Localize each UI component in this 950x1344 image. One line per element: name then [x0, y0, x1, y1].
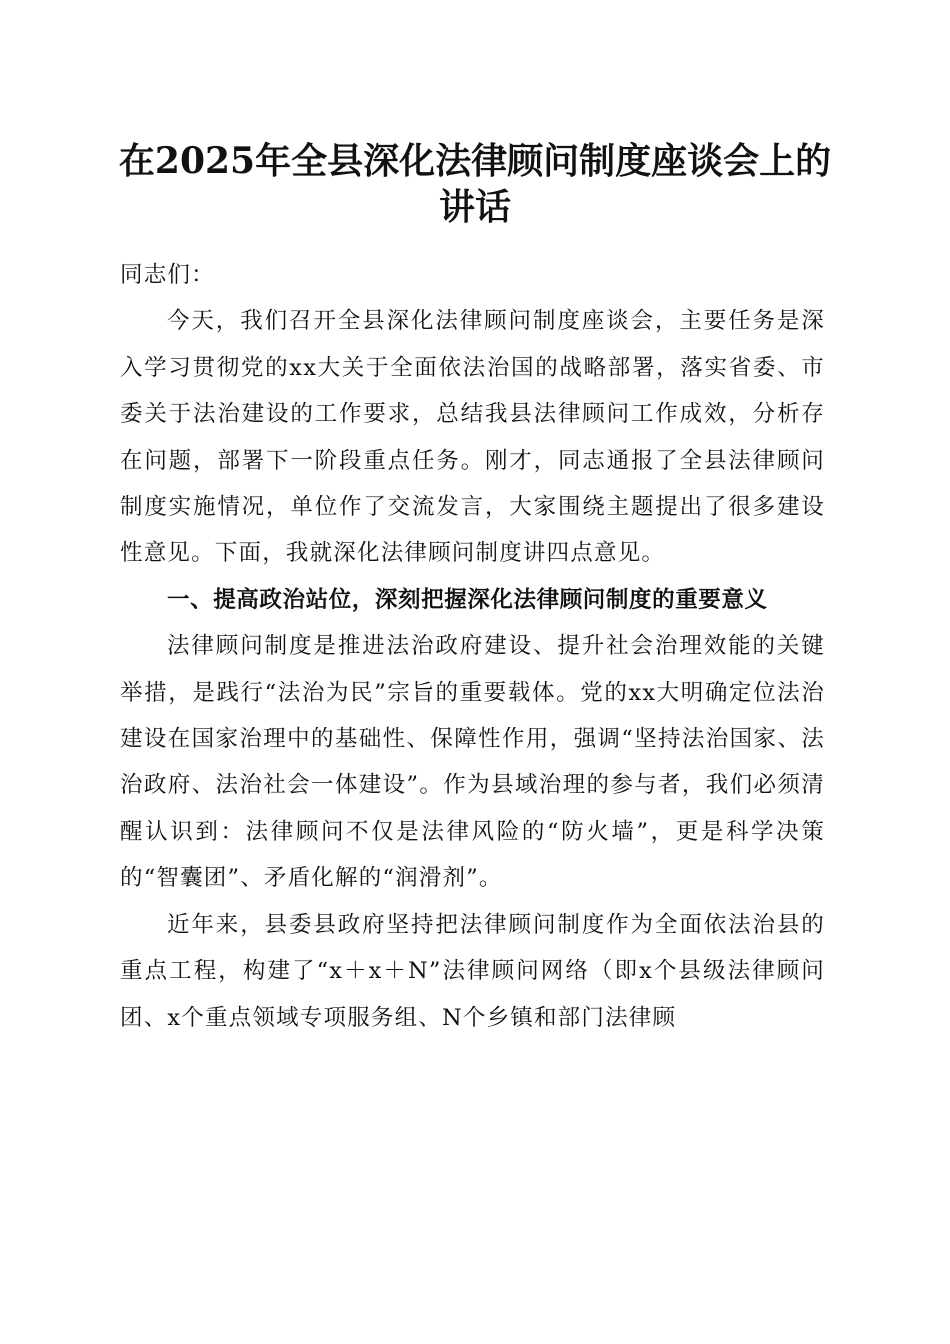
salutation: 同志们：: [120, 262, 215, 288]
document-body: [120, 252, 825, 1041]
section-heading-1: 一、提高政治站位，深刻把握深化法律顾问制度的重要意义: [167, 586, 768, 613]
intro-paragraph: 今天，我们召开全县深化法律顾问制度座谈会，主要任务是深入学习贯彻党的xx大关于全面依法治国的战略部署，落实省委、市委关于法治建设的工作要求，总结我县法律顾问工作成效，分析存在问题，部署下一阶段重点任务。刚才，同志通报了全县法律顾问制度实施情况，单位作了交流发言，大家围绕主题提出了很多建设性意见。下面，我就深化法律顾问制度讲四点意见。: [120, 308, 825, 567]
section1-paragraph-2: 近年来，县委县政府坚持把法律顾问制度作为全面依法治县的重点工程，构建了“x＋x＋N”法律顾问网络（即x个县级法律顾问团、x个重点领域专项服务组、N个乡镇和部门法律顾: [120, 911, 825, 1031]
section1-paragraph-1: 法律顾问制度是推进法治政府建设、提升社会治理效能的关键举措，是践行“法治为民”宗旨的重要载体。党的xx大明确定位法治建设在国家治理中的基础性、保障性作用，强调“坚持法治国家、法治政府、法治社会一体建设”。作为县域治理的参与者，我们必须清醒认识到：法律顾问不仅是法律风险的“防火墙”，更是科学决策的“智囊团”、矛盾化解的“润滑剂”。: [120, 633, 825, 892]
document-title: 在2025年全县深化法律顾问制度座谈会上的讲话: [118, 140, 832, 228]
